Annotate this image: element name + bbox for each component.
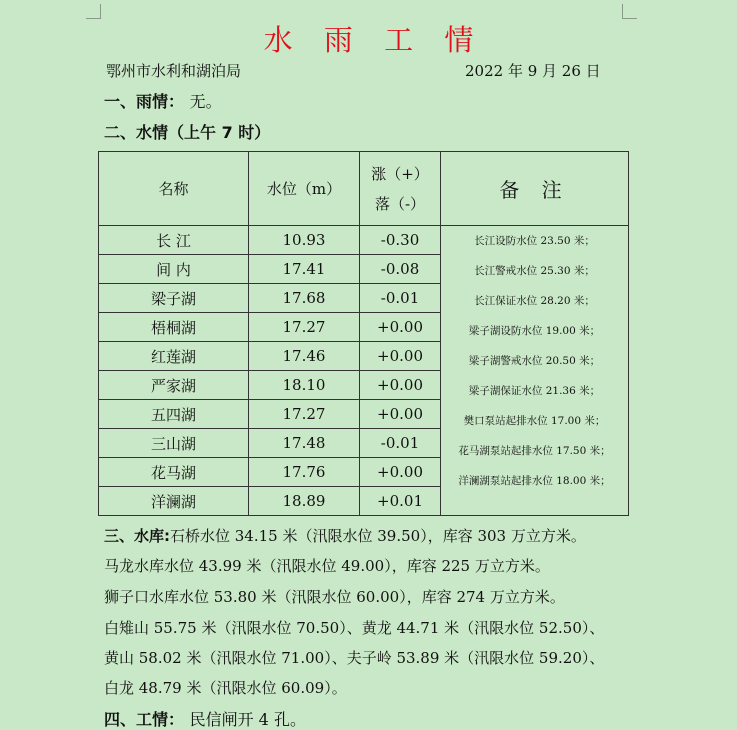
reservoir-text: 石桥水位 34.15 米（汛限水位 39.50），库容 303 万立方米。: [170, 527, 586, 545]
works-heading: 四、工情：: [104, 710, 185, 729]
cell-name: 严家湖: [99, 371, 249, 400]
table-row: [99, 226, 629, 255]
title-char: 工: [384, 23, 414, 57]
cell-change: -0.01: [360, 284, 441, 313]
note-line: 洋澜湖泵站起排水位 18.00 米；: [458, 475, 611, 487]
cell-level: 17.27: [249, 313, 360, 342]
note-line: 长江设防水位 23.50 米；: [474, 235, 595, 247]
water-heading: 二、水情（上午 7 时）: [104, 123, 271, 142]
document-title: [0, 18, 737, 59]
cell-level: 10.93: [249, 226, 360, 255]
cell-level: 17.48: [249, 429, 360, 458]
title-char: 雨: [323, 23, 353, 57]
cell-name: 三山湖: [99, 429, 249, 458]
notes-cell: [441, 226, 629, 516]
cell-name: 长 江: [99, 226, 249, 255]
header-change-text: 涨（+）落（-）: [371, 164, 429, 213]
cell-change: +0.00: [360, 342, 441, 371]
reservoir-heading: 三、水库:: [104, 527, 170, 545]
report-date: 2022 年 9 月 26 日: [465, 62, 601, 80]
rain-value: 无。: [189, 92, 222, 111]
note-line: 梁子湖警戒水位 20.50 米；: [468, 355, 601, 367]
note-line: 樊口泵站起排水位 17.00 米；: [463, 415, 606, 427]
cell-level: 17.41: [249, 255, 360, 284]
cell-name: 间 内: [99, 255, 249, 284]
cell-change: +0.00: [360, 313, 441, 342]
header-change: [360, 152, 441, 226]
cell-level: 17.68: [249, 284, 360, 313]
cell-name: 红莲湖: [99, 342, 249, 371]
cell-change: +0.00: [360, 458, 441, 487]
works-section: [104, 707, 306, 730]
reservoir-line-2: 马龙水库水位 43.99 米（汛限水位 49.00），库容 225 万立方米。: [104, 557, 550, 575]
cell-name: 花马湖: [99, 458, 249, 487]
cell-name: 五四湖: [99, 400, 249, 429]
page-corner-mark-left: [86, 4, 101, 19]
agency-name: 鄂州市水利和湖泊局: [106, 62, 242, 80]
note-line: 长江保证水位 28.20 米；: [474, 295, 595, 307]
cell-level: 18.10: [249, 371, 360, 400]
rain-section: [104, 89, 222, 112]
cell-name: 梁子湖: [99, 284, 249, 313]
cell-change: -0.30: [360, 226, 441, 255]
cell-name: 梧桐湖: [99, 313, 249, 342]
cell-change: +0.00: [360, 371, 441, 400]
note-line: 梁子湖设防水位 19.00 米；: [468, 325, 601, 337]
reservoir-line-1: [104, 525, 586, 546]
cell-level: 18.89: [249, 487, 360, 516]
reservoir-line-4: 白雉山 55.75 米（汛限水位 70.50）、黄龙 44.71 米（汛限水位 52.50）、: [104, 619, 605, 637]
reservoir-line-3: 狮子口水库水位 53.80 米（汛限水位 60.00），库容 274 万立方米。: [104, 588, 565, 606]
header-level: 水位（m）: [249, 152, 360, 226]
cell-level: 17.27: [249, 400, 360, 429]
cell-change: +0.01: [360, 487, 441, 516]
title-char: 水: [263, 23, 293, 57]
works-value: 民信闸开 4 孔。: [189, 710, 306, 729]
title-char: 情: [444, 23, 474, 57]
water-level-table: [98, 151, 629, 516]
cell-level: 17.46: [249, 342, 360, 371]
cell-name: 洋澜湖: [99, 487, 249, 516]
note-line: 长江警戒水位 25.30 米；: [474, 265, 595, 277]
header-name: 名称: [99, 152, 249, 226]
reservoir-line-5: 黄山 58.02 米（汛限水位 71.00）、夫子岭 53.89 米（汛限水位 59.20）、: [104, 649, 605, 667]
cell-change: -0.01: [360, 429, 441, 458]
cell-change: +0.00: [360, 400, 441, 429]
rain-heading: 一、雨情：: [104, 92, 185, 111]
reservoir-line-6: 白龙 48.79 米（汛限水位 60.09）。: [104, 679, 347, 697]
header-notes: 备 注: [441, 152, 629, 226]
note-line: 花马湖泵站起排水位 17.50 米；: [458, 445, 611, 457]
table-header-row: [99, 152, 629, 226]
cell-level: 17.76: [249, 458, 360, 487]
cell-change: -0.08: [360, 255, 441, 284]
page-corner-mark-right: [622, 4, 637, 19]
note-line: 梁子湖保证水位 21.36 米；: [468, 385, 601, 397]
